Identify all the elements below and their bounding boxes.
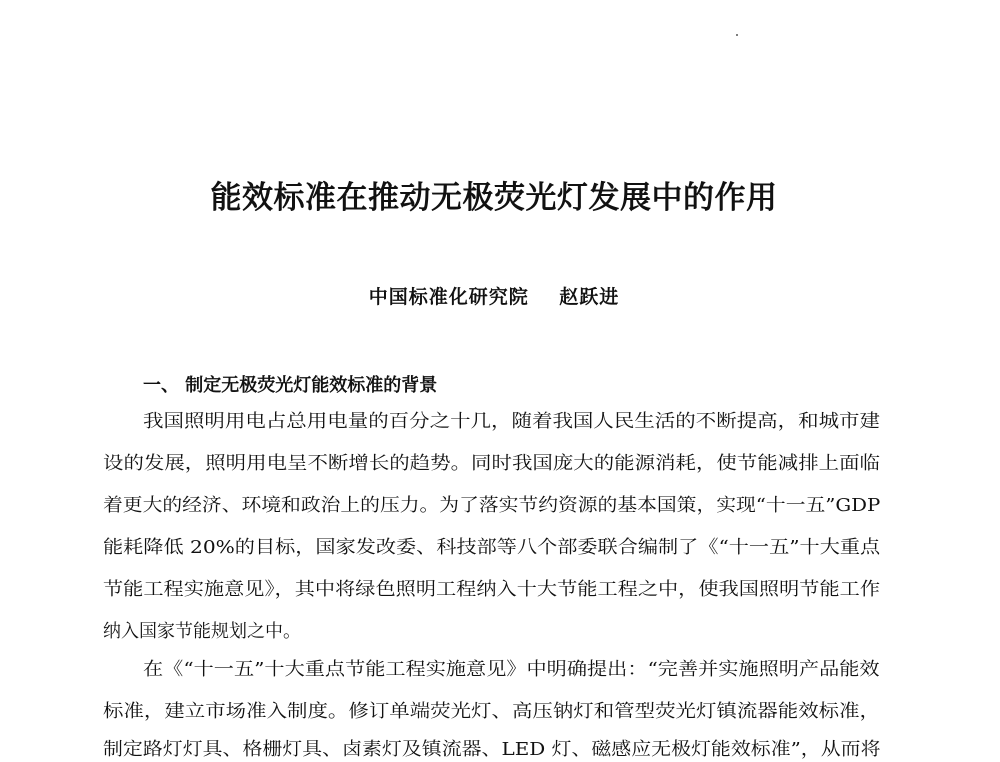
paragraph-line: 能耗降低 20%的目标，国家发改委、科技部等八个部委联合编制了《“十一五”十大重点 bbox=[103, 537, 881, 558]
scan-speck bbox=[736, 34, 738, 36]
section-heading: 一、 制定无极荧光灯能效标准的背景 bbox=[143, 375, 438, 396]
paragraph-line: 设的发展，照明用电呈不断增长的趋势。同时我国庞大的能源消耗，使节能减排上面临 bbox=[103, 453, 880, 474]
paragraph-line: 着更大的经济、环境和政治上的压力。为了落实节约资源的基本国策，实现“十一五”GDP bbox=[103, 495, 881, 516]
author-byline: 中国标准化研究院 赵跃进 bbox=[368, 286, 620, 308]
paragraph-line: 制定路灯灯具、格栅灯具、卤素灯及镇流器、LED 灯、磁感应无极灯能效标准”，从而将 bbox=[103, 739, 881, 760]
paragraph-line: 标准，建立市场准入制度。修订单端荧光灯、高压钠灯和管型荧光灯镇流器能效标准， bbox=[103, 701, 880, 722]
paragraph-line: 纳入国家节能规划之中。 bbox=[103, 621, 301, 642]
paragraph-line: 在《“十一五”十大重点节能工程实施意见》中明确提出：“完善并实施照明产品能效 bbox=[143, 659, 880, 680]
paragraph-line: 我国照明用电占总用电量的百分之十几，随着我国人民生活的不断提高，和城市建 bbox=[143, 411, 880, 432]
paragraph-line: 节能工程实施意见》，其中将绿色照明工程纳入十大节能工程之中，使我国照明节能工作 bbox=[103, 579, 880, 600]
document-title: 能效标准在推动无极荧光灯发展中的作用 bbox=[210, 180, 778, 216]
